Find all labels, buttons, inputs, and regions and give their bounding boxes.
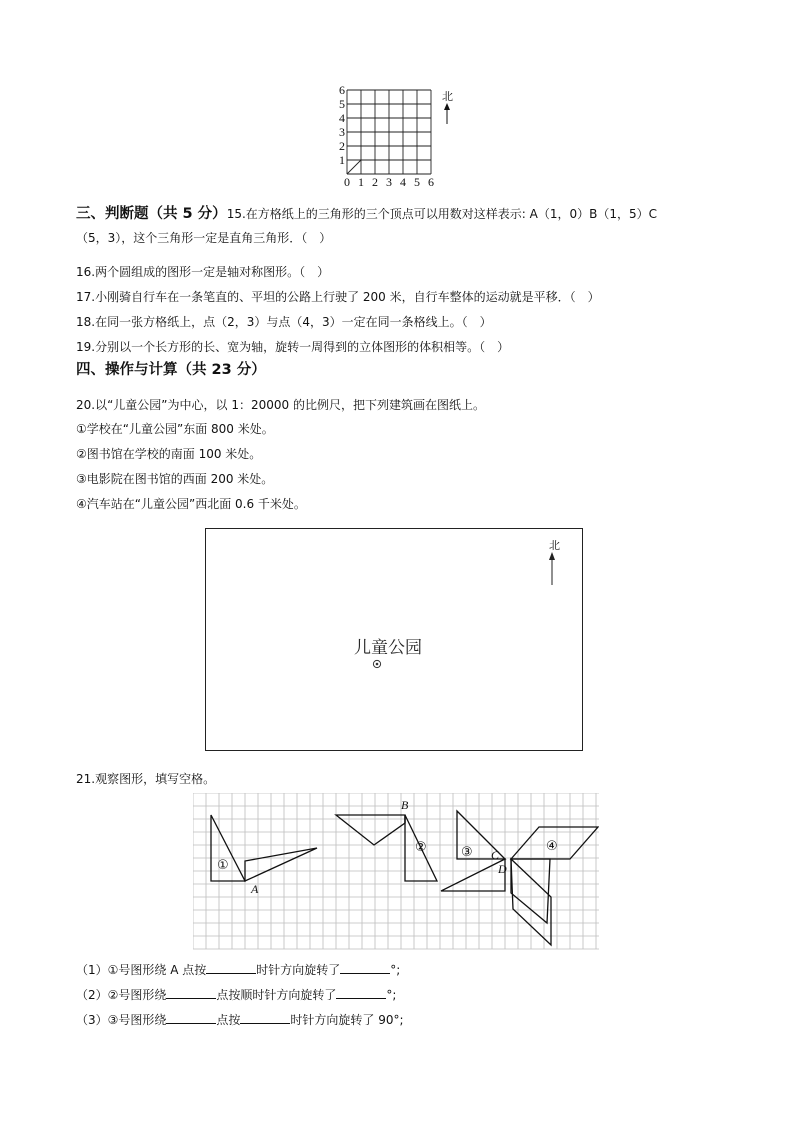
point-c-label: C (491, 848, 500, 862)
x-tick: 5 (414, 175, 420, 189)
map-park-label: 儿童公园 (354, 638, 422, 658)
x-tick: 3 (386, 175, 392, 189)
center-point-icon (372, 659, 382, 669)
q21-1-blank-direction[interactable] (206, 961, 256, 974)
q21-3-blank-point[interactable] (166, 1011, 216, 1024)
x-tick: 1 (358, 175, 364, 189)
x-tick: 4 (400, 175, 406, 189)
question-20: 20.以“儿童公园”为中心，以 1：20000 的比例尺，把下列建筑画在图纸上。 (76, 398, 485, 412)
question-20-item-4: ④汽车站在“儿童公园”西北面 0.6 千米处。 (76, 497, 306, 511)
q21-1-text-b: 时针方向旋转了 (256, 963, 341, 977)
point-d-label: D (498, 862, 507, 876)
question-17: 17.小刚骑自行车在一条笔直的、平坦的公路上行驶了 200 米，自行车整体的运动就是平移．（ ） (76, 290, 600, 304)
q21-2-blank-angle[interactable] (336, 986, 386, 999)
question-20-item-2: ②图书馆在学校的南面 100 米处。 (76, 447, 262, 461)
q21-3-blank-direction[interactable] (240, 1011, 290, 1024)
x-tick: 2 (372, 175, 378, 189)
y-tick: 6 (339, 84, 345, 97)
coordinate-grid-figure (330, 84, 460, 190)
question-21-part-2 (76, 986, 396, 1003)
question-16: 16.两个圆组成的图形一定是轴对称图形。（ ） (76, 265, 330, 279)
north-label: 北 (442, 91, 453, 103)
y-tick: 1 (339, 153, 345, 167)
shape-1-number: ① (217, 858, 229, 873)
q21-3-text-a: （3）③号图形绕 (76, 1013, 167, 1027)
point-b-label: B (401, 798, 409, 812)
q21-2-text-b: 点按顺时针方向旋转了 (216, 988, 337, 1002)
section-4-heading: 四、操作与计算（共 23 分） (76, 362, 266, 378)
point-a-label: A (251, 882, 259, 896)
shape-3-number: ③ (461, 845, 473, 860)
map-north-label: 北 (549, 539, 560, 552)
x-tick: 0 (344, 175, 350, 189)
question-20-item-3: ③电影院在图书馆的西面 200 米处。 (76, 472, 274, 486)
q21-2-text-a: （2）②号图形绕 (76, 988, 167, 1002)
q21-3-text-b: 点按 (216, 1013, 241, 1027)
question-19: 19.分别以一个长方形的长、宽为轴，旋转一周得到的立体图形的体积相等。（ ） (76, 340, 510, 354)
question-21-part-3 (76, 1011, 404, 1028)
shape-3-rotated (441, 859, 505, 891)
north-arrow-icon (548, 551, 556, 587)
question-20-item-1: ①学校在“儿童公园”东面 800 米处。 (76, 422, 274, 436)
question-15-text: 15.在方格纸上的三角形的三个顶点可以用数对这样表示: A（1，0）B（1，5）C (226, 207, 657, 221)
q21-1-text-c: °; (390, 963, 401, 977)
shape-2-original (336, 815, 405, 845)
shape-1-rotated (245, 848, 317, 881)
y-tick: 4 (339, 111, 345, 125)
shape-4-number: ④ (546, 839, 558, 854)
y-tick: 5 (339, 97, 345, 111)
q21-2-text-c: °; (386, 988, 397, 1002)
question-21: 21.观察图形，填写空格。 (76, 772, 216, 786)
map-drawing-area[interactable] (205, 528, 583, 751)
q21-2-blank-point[interactable] (166, 986, 216, 999)
section-3-heading: 三、判断题（共 5 分） (76, 206, 227, 222)
rotation-grid-figure (193, 793, 599, 953)
q21-1-blank-angle[interactable] (340, 961, 390, 974)
question-15-line-1 (76, 206, 657, 222)
north-arrow-icon (444, 103, 450, 124)
question-21-part-1 (76, 961, 400, 978)
y-tick: 2 (339, 139, 345, 153)
q21-3-text-c: 时针方向旋转了 90°; (290, 1013, 404, 1027)
shape-2-number: ② (415, 840, 427, 855)
question-18: 18.在同一张方格纸上，点（2，3）与点（4，3）一定在同一条格线上。（ ） (76, 315, 492, 329)
x-tick: 6 (428, 175, 434, 189)
y-tick: 3 (339, 125, 345, 139)
q21-1-text-a: （1）①号图形绕 A 点按 (76, 963, 207, 977)
question-15-line-2: （5，3），这个三角形一定是直角三角形．（ ） (76, 231, 332, 245)
